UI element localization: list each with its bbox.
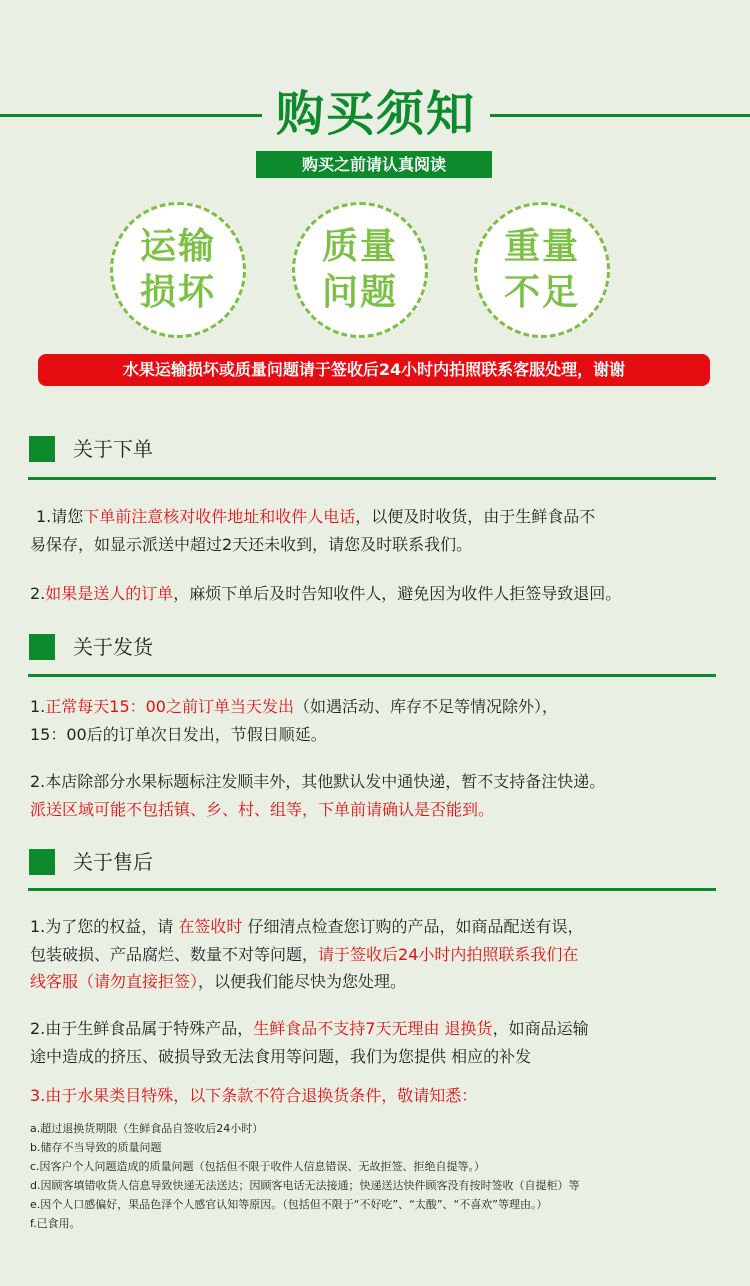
text: 2. xyxy=(30,584,46,603)
section-title-order: 关于下单 xyxy=(73,437,153,461)
aftersale-paragraph-3: 3.由于水果类目特殊，以下条款不符合退换货条件，敬请知悉： xyxy=(30,1086,478,1105)
text: 2.由于生鲜食品属于特殊产品， xyxy=(30,1019,254,1038)
badge-quality-issue xyxy=(292,202,428,338)
badge-weight-short xyxy=(474,202,610,338)
badge-line: 运输 xyxy=(139,226,216,267)
section-divider xyxy=(28,674,716,677)
condition-item-e: e.因个人口感偏好，果品色泽个人感官认知等原因。（包括但不限于“不好吃”、“太酸”、“不喜欢”等理由。） xyxy=(30,1198,548,1211)
order-paragraph-1 xyxy=(36,502,595,532)
highlight-text: 线客服（请勿直接拒签） xyxy=(30,972,199,991)
order-paragraph-2 xyxy=(30,579,621,609)
highlight-text: 生鲜食品不支持7天无理由 退换货 xyxy=(253,1019,493,1038)
condition-item-a: a.超过退换货期限（生鲜食品自签收后24小时） xyxy=(30,1122,264,1135)
highlight-text: 请于签收后24小时内拍照联系我们在 xyxy=(318,945,579,964)
page-subtitle: 购买之前请认真阅读 xyxy=(256,151,492,178)
badge-line: 质量 xyxy=(321,226,398,267)
section-title-shipping: 关于发货 xyxy=(73,635,153,659)
text: ，以便我们能尽快为您处理。 xyxy=(198,972,407,991)
section-title-aftersale: 关于售后 xyxy=(73,850,153,874)
section-divider xyxy=(28,477,716,480)
text: 1. xyxy=(30,697,46,716)
aftersale-paragraph-2-cont: 途中造成的挤压、破损导致无法食用等问题，我们为您提供 相应的补发 xyxy=(30,1047,532,1066)
highlight-text: 如果是送人的订单 xyxy=(45,584,174,603)
section-marker xyxy=(29,436,55,462)
aftersale-paragraph-1-cont xyxy=(30,940,578,970)
text: 包装破损、产品腐烂、数量不对等问题， xyxy=(30,945,319,964)
highlight-text: 在签收时 xyxy=(178,917,243,936)
shipping-paragraph-1 xyxy=(30,692,558,722)
aftersale-paragraph-2 xyxy=(30,1014,589,1044)
text: ，麻烦下单后及时告知收件人，避免因为收件人拒签导致退回。 xyxy=(173,584,622,603)
badge-line: 重量 xyxy=(503,226,580,267)
condition-item-d: d.因顾客填错收货人信息导致快递无法送达；因顾客电话无法接通；快递送达快件顾客没有按时签收（自提柜）等 xyxy=(30,1179,580,1192)
text: ，如商品运输 xyxy=(492,1019,589,1038)
text: 1.请您 xyxy=(36,507,84,526)
text: ，以便及时收货，由于生鲜食品不 xyxy=(355,507,596,526)
badge-line: 问题 xyxy=(321,272,398,313)
notice-banner: 水果运输损坏或质量问题请于签收后24小时内拍照联系客服处理，谢谢 xyxy=(38,354,710,386)
section-marker xyxy=(29,849,55,875)
header-line-right xyxy=(490,114,750,117)
shipping-paragraph-1-cont: 15：00后的订单次日发出，节假日顺延。 xyxy=(30,725,327,744)
text: （如遇活动、库存不足等情况除外）， xyxy=(294,697,559,716)
badge-transport-damage xyxy=(110,202,246,338)
shipping-paragraph-2: 2.本店除部分水果标题标注发顺丰外，其他默认发中通快递，暂不支持备注快递。 xyxy=(30,772,606,791)
section-marker xyxy=(29,634,55,660)
badge-line: 不足 xyxy=(503,272,580,313)
text: 1.为了您的权益，请 xyxy=(30,917,179,936)
order-paragraph-1-cont: 易保存，如显示派送中超过2天还未收到，请您及时联系我们。 xyxy=(30,535,473,554)
highlight-text: 正常每天15：00之前订单当天发出 xyxy=(45,697,294,716)
condition-item-b: b.储存不当导致的质量问题 xyxy=(30,1141,162,1154)
aftersale-paragraph-1 xyxy=(30,912,583,942)
header-line-left xyxy=(0,114,262,117)
badge-line: 损坏 xyxy=(139,272,216,313)
shipping-paragraph-2-highlight: 派送区域可能不包括镇、乡、村、组等，下单前请确认是否能到。 xyxy=(30,800,495,819)
section-divider xyxy=(28,888,716,891)
aftersale-paragraph-1-cont2 xyxy=(30,967,406,997)
text: 仔细清点检查您订购的产品，如商品配送有误， xyxy=(242,917,584,936)
condition-item-f: f.已食用。 xyxy=(30,1217,81,1230)
page-title: 购买须知 xyxy=(275,86,476,142)
highlight-text: 下单前注意核对收件地址和收件人电话 xyxy=(83,507,356,526)
condition-item-c: c.因客户个人问题造成的质量问题（包括但不限于收件人信息错误、无故拒签、拒绝自提等。） xyxy=(30,1160,486,1173)
